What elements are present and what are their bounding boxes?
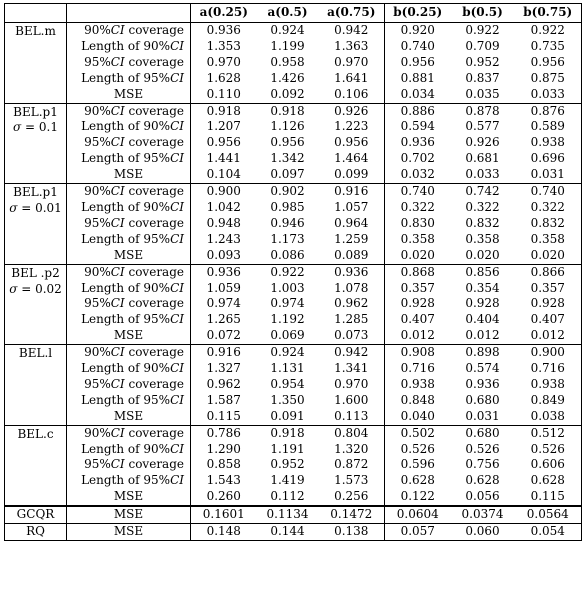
value-cell: 1.192 (270, 312, 305, 327)
value-cell: 0.916 (319, 184, 385, 200)
value-cell: 0.946 (270, 215, 305, 230)
table-row (5, 296, 582, 312)
method-name: BEL.m (15, 24, 56, 38)
header-col-b05: b(0.5) (451, 4, 515, 23)
value-cell: 0.786 (191, 425, 257, 441)
metric-label: Length of 95%CI (67, 151, 191, 167)
value-cell: 1.059 (191, 281, 257, 297)
value-cell: 0.832 (465, 215, 500, 230)
value-cell: 0.032 (385, 167, 451, 183)
table-row (5, 248, 582, 264)
value-cell: 0.091 (270, 408, 305, 423)
value-cell: 1.191 (270, 441, 305, 456)
value-cell: 1.363 (334, 38, 369, 53)
value-cell: 0.702 (385, 151, 451, 167)
value-cell: 1.641 (334, 70, 369, 85)
value-cell: 0.954 (270, 376, 305, 391)
table-row (5, 232, 582, 248)
method-parameter: σ = 0.02 (9, 281, 62, 296)
table-row (5, 23, 582, 39)
header-method-cell (5, 4, 67, 23)
value-cell: 0.092 (270, 86, 305, 101)
value-cell: 0.012 (385, 328, 451, 344)
metric-label: 95%CI coverage (67, 457, 191, 473)
value-cell: 0.938 (385, 377, 451, 393)
value-cell: 1.353 (191, 39, 257, 55)
value-cell: 0.031 (515, 167, 582, 183)
value-cell: 0.354 (465, 280, 500, 295)
value-cell: 0.097 (270, 167, 305, 182)
method-parameter: σ = 0.01 (9, 200, 62, 215)
value-cell: 0.606 (515, 457, 582, 473)
value-cell: 0.526 (515, 442, 582, 458)
value-cell: 1.126 (270, 119, 305, 134)
value-cell: 1.342 (270, 151, 305, 166)
method-cell (5, 23, 67, 104)
header-col-b025: b(0.25) (385, 4, 451, 23)
value-cell: 1.207 (191, 119, 257, 135)
metric-label: Length of 90%CI (67, 442, 191, 458)
value-cell: 0.928 (385, 296, 451, 312)
value-cell: 0.742 (451, 184, 515, 200)
value-cell: 1.199 (270, 38, 305, 53)
value-cell: 1.350 (270, 392, 305, 407)
metric-label: MSE (67, 409, 191, 425)
table-row (5, 151, 582, 167)
value-cell: 0.936 (319, 264, 385, 280)
table-row (5, 200, 582, 216)
table-row (5, 409, 582, 425)
value-cell: 0.902 (257, 184, 319, 200)
value-cell: 0.033 (465, 167, 500, 182)
value-cell: 0.964 (334, 215, 369, 230)
value-cell: 0.898 (451, 345, 515, 361)
value-cell: 1.628 (191, 71, 257, 87)
value-cell: 0.112 (270, 489, 305, 504)
value-cell: 0.936 (191, 264, 257, 280)
method-cell (5, 345, 67, 426)
table-row (5, 216, 582, 232)
value-cell: 0.858 (191, 457, 257, 473)
value-cell: 0.970 (334, 54, 369, 69)
value-cell: 0.756 (465, 457, 500, 472)
value-cell: 0.502 (385, 425, 451, 441)
header-row (5, 4, 582, 23)
metric-label: 95%CI coverage (67, 55, 191, 71)
value-cell: 0.740 (385, 39, 451, 55)
value-cell: 0.856 (451, 264, 515, 280)
value-cell: 0.113 (334, 408, 369, 423)
value-cell: 1.320 (334, 441, 369, 456)
table-row (5, 264, 582, 280)
value-cell: 0.908 (385, 345, 451, 361)
value-cell: 0.069 (270, 328, 305, 343)
value-cell: 1.543 (191, 473, 257, 489)
value-cell: 0.962 (191, 377, 257, 393)
value-cell: 0.900 (515, 345, 582, 361)
value-cell: 0.089 (334, 247, 369, 262)
value-cell: 0.040 (385, 409, 451, 425)
value-cell: 0.1601 (191, 506, 257, 523)
value-cell: 0.357 (385, 281, 451, 297)
table-row (5, 312, 582, 328)
value-cell: 0.942 (319, 345, 385, 361)
value-cell: 0.938 (515, 135, 582, 151)
value-cell: 0.680 (465, 392, 500, 407)
value-cell: 0.357 (515, 281, 582, 297)
value-cell: 0.848 (385, 393, 451, 409)
value-cell: 0.716 (515, 361, 582, 377)
value-cell: 1.600 (334, 392, 369, 407)
value-cell: 0.804 (319, 425, 385, 441)
value-cell: 0.735 (515, 39, 582, 55)
value-cell: 0.072 (191, 328, 257, 344)
value-cell: 0.936 (385, 135, 451, 151)
value-cell: 1.441 (191, 151, 257, 167)
value-cell: 1.290 (191, 442, 257, 458)
value-cell: 1.285 (334, 312, 369, 327)
value-cell: 1.419 (270, 473, 305, 488)
value-cell: 0.740 (385, 184, 451, 200)
value-cell: 0.740 (515, 184, 582, 200)
value-cell: 0.033 (515, 87, 582, 103)
value-cell: 0.628 (385, 473, 451, 489)
value-cell: 0.924 (257, 345, 319, 361)
value-cell: 0.099 (334, 167, 369, 182)
value-cell: 0.716 (385, 361, 451, 377)
value-cell: 0.837 (465, 70, 500, 85)
value-cell: 0.407 (515, 312, 582, 328)
value-cell: 0.407 (385, 312, 451, 328)
value-cell: 1.003 (270, 280, 305, 295)
header-col-b075: b(0.75) (515, 4, 582, 23)
method-cell (5, 103, 67, 184)
value-cell: 0.886 (385, 103, 451, 119)
value-cell: 0.956 (270, 135, 305, 150)
value-cell: 0.918 (191, 103, 257, 119)
value-cell: 1.265 (191, 312, 257, 328)
value-cell: 0.832 (515, 216, 582, 232)
value-cell: 0.830 (385, 216, 451, 232)
value-cell: 0.900 (191, 184, 257, 200)
metric-label: 95%CI coverage (67, 296, 191, 312)
value-cell: 0.920 (385, 23, 451, 39)
value-cell: 0.594 (385, 119, 451, 135)
metric-label: Length of 90%CI (67, 361, 191, 377)
value-cell: 0.881 (385, 71, 451, 87)
value-cell: 0.104 (191, 167, 257, 183)
metric-label: MSE (67, 524, 191, 541)
value-cell: 0.322 (465, 199, 500, 214)
value-cell: 0.093 (191, 248, 257, 264)
value-cell: 0.115 (515, 489, 582, 506)
table-row (5, 87, 582, 103)
metric-label: Length of 95%CI (67, 232, 191, 248)
table-row (5, 506, 582, 523)
value-cell: 0.876 (515, 103, 582, 119)
metric-label: 90%CI coverage (67, 264, 191, 280)
table-row (5, 345, 582, 361)
value-cell: 0.956 (191, 135, 257, 151)
metric-label: MSE (67, 489, 191, 506)
value-cell: 0.0564 (515, 506, 582, 523)
metric-label: MSE (67, 167, 191, 183)
value-cell: 1.341 (334, 361, 369, 376)
results-table (4, 3, 582, 541)
value-cell: 0.849 (515, 393, 582, 409)
value-cell: 0.148 (191, 524, 257, 541)
metric-label: Length of 95%CI (67, 393, 191, 409)
method-name: BEL.l (18, 346, 53, 361)
value-cell: 0.866 (515, 264, 582, 280)
value-cell: 0.020 (515, 248, 582, 264)
value-cell: 0.875 (515, 71, 582, 87)
value-cell: 0.868 (385, 264, 451, 280)
table-row (5, 473, 582, 489)
table-row (5, 328, 582, 344)
value-cell: 0.035 (465, 86, 500, 101)
metric-label: 90%CI coverage (67, 425, 191, 441)
table-row (5, 184, 582, 200)
value-cell: 0.928 (465, 296, 500, 311)
method-cell (5, 264, 67, 345)
value-cell: 1.426 (270, 70, 305, 85)
metric-label: 90%CI coverage (67, 345, 191, 361)
value-cell: 0.038 (515, 409, 582, 425)
table-row (5, 524, 582, 541)
table-row (5, 457, 582, 473)
metric-label: MSE (67, 328, 191, 344)
metric-label: 95%CI coverage (67, 216, 191, 232)
method-cell: RQ (5, 524, 67, 541)
value-cell: 0.577 (465, 119, 500, 134)
value-cell: 0.054 (515, 524, 582, 541)
value-cell: 0.0604 (385, 506, 451, 523)
metric-label: Length of 90%CI (67, 119, 191, 135)
table-row (5, 119, 582, 135)
metric-label: MSE (67, 248, 191, 264)
method-parameter: σ = 0.1 (13, 120, 58, 135)
table-row (5, 442, 582, 458)
value-cell: 0.034 (385, 87, 451, 103)
value-cell: 0.526 (465, 441, 500, 456)
method-name: BEL.c (17, 426, 54, 441)
value-cell: 0.942 (319, 23, 385, 39)
value-cell: 0.974 (270, 296, 305, 311)
value-cell: 0.589 (515, 119, 582, 135)
method-name: BEL.p1 (13, 185, 58, 200)
value-cell: 0.974 (191, 296, 257, 312)
results-table-container (4, 3, 581, 541)
method-cell: GCQR (5, 506, 67, 523)
value-cell: 1.223 (334, 119, 369, 134)
value-cell: 0.256 (334, 489, 369, 504)
value-cell: 0.031 (465, 408, 500, 423)
value-cell: 0.681 (465, 151, 500, 166)
table-body (5, 23, 582, 541)
value-cell: 0.628 (515, 473, 582, 489)
value-cell: 0.872 (334, 457, 369, 472)
value-cell: 1.259 (334, 231, 369, 246)
value-cell: 0.918 (257, 425, 319, 441)
value-cell: 1.573 (334, 473, 369, 488)
value-cell: 0.956 (515, 55, 582, 71)
value-cell: 0.970 (334, 376, 369, 391)
value-cell: 0.020 (385, 248, 451, 264)
value-cell: 0.926 (319, 103, 385, 119)
value-cell: 1.464 (334, 151, 369, 166)
value-cell: 0.922 (515, 23, 582, 39)
value-cell: 0.918 (257, 103, 319, 119)
metric-label: Length of 95%CI (67, 71, 191, 87)
table-row (5, 393, 582, 409)
value-cell: 0.962 (334, 296, 369, 311)
value-cell: 0.952 (465, 54, 500, 69)
value-cell: 0.138 (319, 524, 385, 541)
metric-label: 90%CI coverage (67, 103, 191, 119)
value-cell: 1.042 (191, 200, 257, 216)
value-cell: 0.628 (465, 473, 500, 488)
value-cell: 0.1134 (257, 506, 319, 523)
value-cell: 0.322 (385, 200, 451, 216)
value-cell: 0.057 (385, 524, 451, 541)
value-cell: 1.078 (334, 280, 369, 295)
method-name: BEL .p2 (11, 265, 60, 280)
method-cell (5, 425, 67, 506)
value-cell: 0.958 (270, 54, 305, 69)
metric-label: Length of 95%CI (67, 473, 191, 489)
value-cell: 0.086 (270, 247, 305, 262)
value-cell: 0.574 (465, 361, 500, 376)
method-cell (5, 184, 67, 265)
value-cell: 0.073 (334, 328, 369, 343)
value-cell: 0.952 (270, 457, 305, 472)
value-cell: 0.358 (515, 232, 582, 248)
value-cell: 0.936 (191, 23, 257, 39)
table-row (5, 425, 582, 441)
value-cell: 0.404 (465, 312, 500, 327)
table-row (5, 135, 582, 151)
metric-label: MSE (67, 506, 191, 523)
metric-label: MSE (67, 87, 191, 103)
value-cell: 0.956 (385, 55, 451, 71)
table-row (5, 377, 582, 393)
table-row (5, 55, 582, 71)
value-cell: 0.358 (465, 231, 500, 246)
value-cell: 0.110 (191, 87, 257, 103)
value-cell: 1.131 (270, 361, 305, 376)
header-col-a025: a(0.25) (191, 4, 257, 23)
value-cell: 0.012 (515, 328, 582, 344)
table-row (5, 71, 582, 87)
value-cell: 0.924 (257, 23, 319, 39)
value-cell: 0.970 (191, 55, 257, 71)
metric-label: Length of 90%CI (67, 39, 191, 55)
value-cell: 0.696 (515, 151, 582, 167)
table-row (5, 167, 582, 183)
value-cell: 0.512 (515, 425, 582, 441)
table-row (5, 361, 582, 377)
value-cell: 0.106 (334, 86, 369, 101)
value-cell: 0.938 (515, 377, 582, 393)
table-row (5, 281, 582, 297)
value-cell: 0.358 (385, 232, 451, 248)
value-cell: 0.936 (465, 376, 500, 391)
metric-label: 90%CI coverage (67, 23, 191, 39)
value-cell: 0.922 (451, 23, 515, 39)
value-cell: 0.0374 (451, 506, 515, 523)
value-cell: 1.327 (191, 361, 257, 377)
table-row (5, 103, 582, 119)
metric-label: 90%CI coverage (67, 184, 191, 200)
value-cell: 0.526 (385, 442, 451, 458)
metric-label: Length of 90%CI (67, 281, 191, 297)
value-cell: 0.928 (515, 296, 582, 312)
metric-label: Length of 90%CI (67, 200, 191, 216)
header-col-a075: a(0.75) (319, 4, 385, 23)
value-cell: 0.322 (515, 200, 582, 216)
value-cell: 0.122 (385, 489, 451, 506)
value-cell: 0.060 (451, 524, 515, 541)
value-cell: 0.948 (191, 216, 257, 232)
value-cell: 1.173 (270, 231, 305, 246)
value-cell: 0.1472 (319, 506, 385, 523)
metric-label: 95%CI coverage (67, 377, 191, 393)
header-metric-cell (67, 4, 191, 23)
value-cell: 0.144 (257, 524, 319, 541)
value-cell: 0.926 (465, 135, 500, 150)
value-cell: 1.587 (191, 393, 257, 409)
metric-label: 95%CI coverage (67, 135, 191, 151)
metric-label: Length of 95%CI (67, 312, 191, 328)
value-cell: 1.057 (334, 199, 369, 214)
value-cell: 0.878 (451, 103, 515, 119)
value-cell: 0.985 (270, 199, 305, 214)
value-cell: 0.916 (191, 345, 257, 361)
table-row (5, 39, 582, 55)
value-cell: 0.020 (465, 247, 500, 262)
method-name: BEL.p1 (13, 104, 58, 119)
value-cell: 0.956 (334, 135, 369, 150)
value-cell: 0.922 (257, 264, 319, 280)
value-cell: 0.596 (385, 457, 451, 473)
value-cell: 0.709 (465, 38, 500, 53)
header-col-a05: a(0.5) (257, 4, 319, 23)
value-cell: 1.243 (191, 232, 257, 248)
value-cell: 0.260 (191, 489, 257, 506)
value-cell: 0.680 (451, 425, 515, 441)
table-row (5, 489, 582, 506)
value-cell: 0.115 (191, 409, 257, 425)
value-cell: 0.056 (465, 489, 500, 504)
value-cell: 0.012 (465, 328, 500, 343)
